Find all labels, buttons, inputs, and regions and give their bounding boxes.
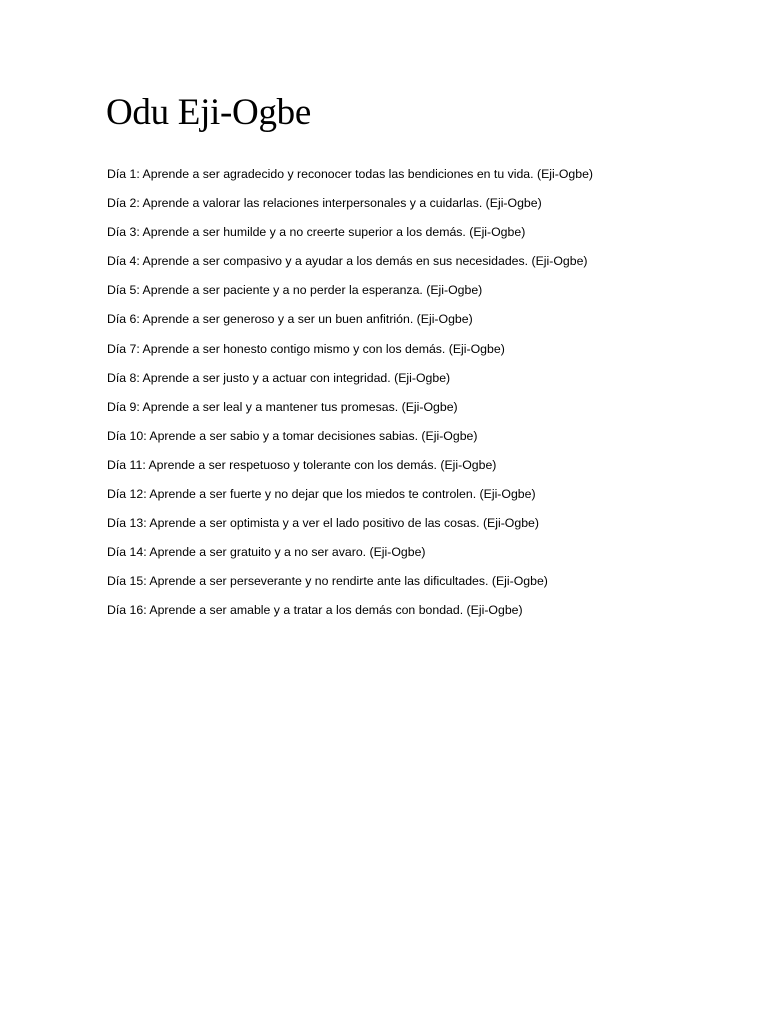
- day-item-13: Día 13: Aprende a ser optimista y a ver el lado positivo de las cosas. (Eji-Ogbe): [107, 516, 539, 531]
- day-item-5: Día 5: Aprende a ser paciente y a no perder la esperanza. (Eji-Ogbe): [107, 283, 483, 298]
- day-item-2: Día 2: Aprende a valorar las relaciones interpersonales y a cuidarlas. (Eji-Ogbe): [107, 196, 542, 211]
- day-item-15: Día 15: Aprende a ser perseverante y no rendirte ante las dificultades. (Eji-Ogbe): [107, 574, 548, 589]
- day-item-1: Día 1: Aprende a ser agradecido y reconocer todas las bendiciones en tu vida. (Eji-Ogbe): [107, 167, 594, 181]
- day-item-8: Día 8: Aprende a ser justo y a actuar con integridad. (Eji-Ogbe): [107, 370, 451, 385]
- day-item-11: Día 11: Aprende a ser respetuoso y tolerante con los demás. (Eji-Ogbe): [107, 457, 497, 472]
- day-item-14: Día 14: Aprende a ser gratuito y a no ser avaro. (Eji-Ogbe): [107, 545, 426, 560]
- day-item-4: Día 4: Aprende a ser compasivo y a ayudar a los demás en sus necesidades. (Eji-Ogbe): [107, 254, 588, 269]
- day-item-12: Día 12: Aprende a ser fuerte y no dejar que los miedos te controlen. (Eji-Ogbe): [107, 487, 536, 502]
- day-item-3: Día 3: Aprende a ser humilde y a no creerte superior a los demás. (Eji-Ogbe): [107, 225, 526, 240]
- day-item-10: Día 10: Aprende a ser sabio y a tomar decisiones sabias. (Eji-Ogbe): [107, 428, 478, 443]
- day-item-6: Día 6: Aprende a ser generoso y a ser un buen anfitrión. (Eji-Ogbe): [107, 312, 473, 327]
- day-item-16: Día 16: Aprende a ser amable y a tratar a los demás con bondad. (Eji-Ogbe): [107, 603, 523, 618]
- page-title: Odu Eji-Ogbe: [106, 92, 311, 133]
- day-item-9: Día 9: Aprende a ser leal y a mantener tus promesas. (Eji-Ogbe): [107, 399, 458, 414]
- day-list: [107, 160, 593, 626]
- day-item-7: Día 7: Aprende a ser honesto contigo mismo y con los demás. (Eji-Ogbe): [107, 341, 505, 356]
